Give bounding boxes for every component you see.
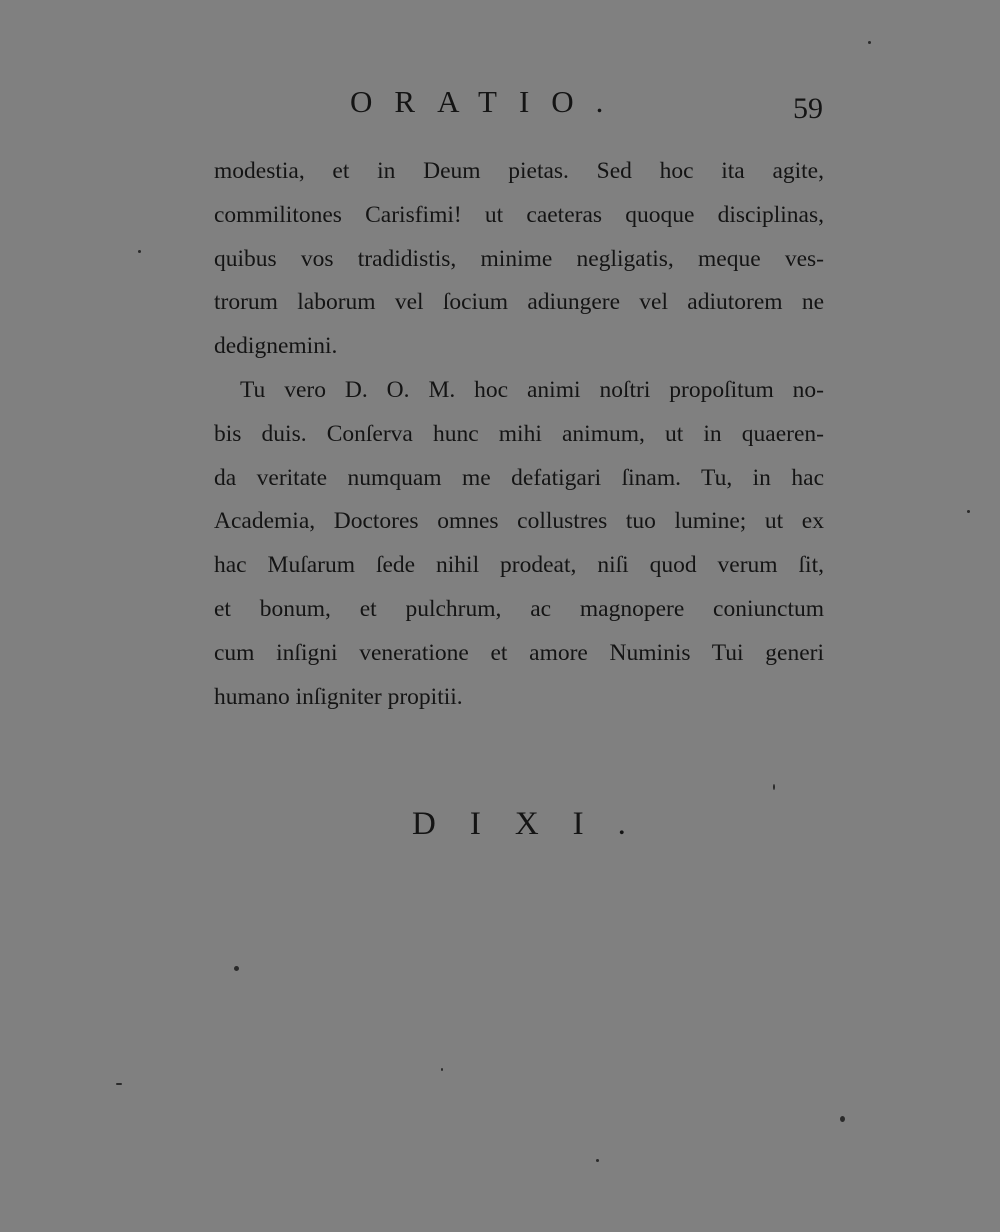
text-line: modestia, et in Deum pietas. Sed hoc ita agite, bbox=[214, 158, 824, 184]
running-title: ORATIO. bbox=[350, 84, 626, 119]
text-line: da veritate numquam me defatigari ſinam. Tu, in hac bbox=[214, 464, 824, 491]
text-line: hac Muſarum ſede nihil prodeat, niſi quod verum ſit, bbox=[214, 552, 824, 579]
text-line: cum inſigni veneratione et amore Numinis Tui generi bbox=[214, 639, 824, 666]
text-line: quibus vos tradidistis, minime negligatis, meque ves- bbox=[214, 245, 824, 272]
scan-speck bbox=[441, 1068, 443, 1071]
text-line: dedignemini. bbox=[214, 333, 338, 360]
scan-speck bbox=[967, 510, 970, 513]
page-number: 59 bbox=[793, 92, 823, 125]
scan-speck bbox=[596, 1159, 599, 1162]
closing-word: DIXI. bbox=[412, 806, 660, 842]
scan-speck bbox=[234, 966, 239, 971]
scan-speck bbox=[868, 41, 871, 44]
scan-speck bbox=[116, 1083, 122, 1085]
text-line: trorum laborum vel ſocium adiungere vel adiutorem ne bbox=[214, 289, 824, 316]
body-text bbox=[214, 150, 824, 719]
text-line: bis duis. Conſerva hunc mihi animum, ut in quaeren- bbox=[214, 420, 824, 447]
scan-speck bbox=[138, 250, 141, 253]
text-line: Tu vero D. O. M. hoc animi noſtri propoſitum no- bbox=[240, 376, 824, 403]
paragraph-1 bbox=[214, 150, 824, 369]
text-line: et bonum, et pulchrum, ac magnopere coniunctum bbox=[214, 595, 824, 622]
text-line: commilitones Carisfimi! ut caeteras quoque disciplinas, bbox=[214, 201, 824, 228]
scan-speck bbox=[840, 1116, 845, 1122]
scan-speck bbox=[773, 784, 775, 790]
paragraph-2 bbox=[214, 369, 824, 719]
text-line: humano inſigniter propitii. bbox=[214, 683, 463, 710]
text-line: Academia, Doctores omnes collustres tuo lumine; ut ex bbox=[214, 508, 824, 535]
